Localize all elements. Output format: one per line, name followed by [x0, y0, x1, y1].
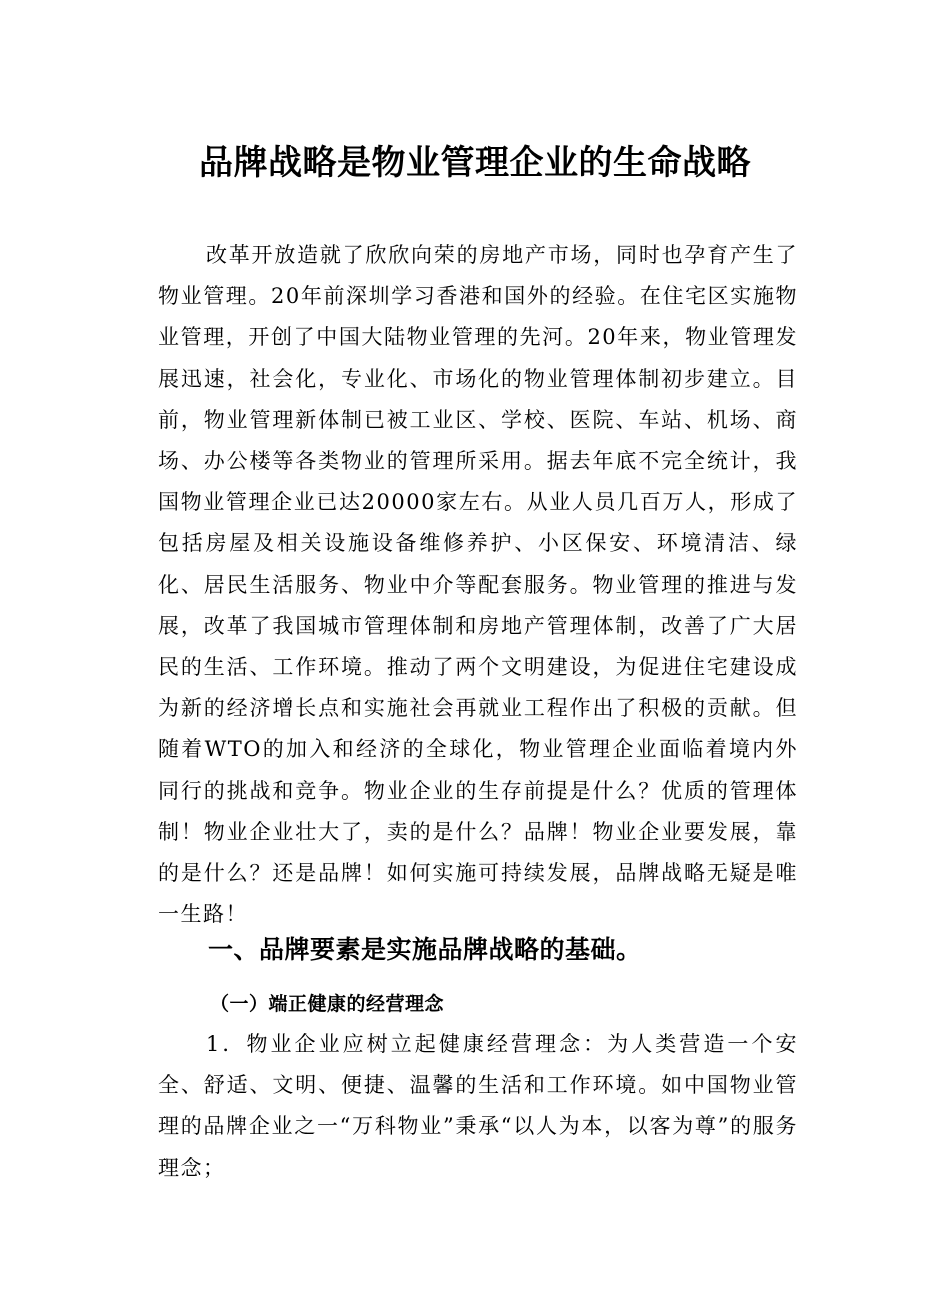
intro-paragraph: 改革开放造就了欣欣向荣的房地产市场，同时也孕育产生了物业管理。20年前深圳学习香港和国外的经验。在住宅区实施物业管理，开创了中国大陆物业管理的先河。20年来，物业管理发展迅速，社会化，专业化、市场化的物业管理体制初步建立。目前，物业管理新体制已被工业区、学校、医院、车站、机场、商场、办公楼等各类物业的管理所采用。据去年底不完全统计，我国物业管理企业已达20000家左右。从业人员几百万人，形成了包括房屋及相关设施设备维修养护、小区保安、环境清洁、绿化、居民生活服务、物业中介等配套服务。物业管理的推进与发展，改革了我国城市管理体制和房地产管理体制，改善了广大居民的生活、工作环境。推动了两个文明建设，为促进住宅建设成为新的经济增长点和实施社会再就业工程作出了积极的贡献。但随着WTO的加入和经济的全球化，物业管理企业面临着境内外同行的挑战和竞争。物业企业的生存前提是什么？优质的管理体制！物业企业壮大了，卖的是什么？品牌！物业企业要发展，靠的是什么？还是品牌！如何实施可持续发展，品牌战略无疑是唯一生路！	[158, 243, 798, 927]
section-heading: 一、品牌要素是实施品牌战略的基础。	[208, 935, 642, 964]
subsection-heading: （一）端正健康的经营理念	[210, 993, 445, 1015]
document-title: 品牌战略是物业管理企业的生命战略	[199, 143, 751, 183]
point-paragraph: 1．物业企业应树立起健康经营理念：为人类营造一个安全、舒适、文明、便捷、温馨的生活和工作环境。如中国物业管理的品牌企业之一“万科物业”秉承“以人为本，以客为尊”的服务理念；	[158, 1032, 798, 1180]
